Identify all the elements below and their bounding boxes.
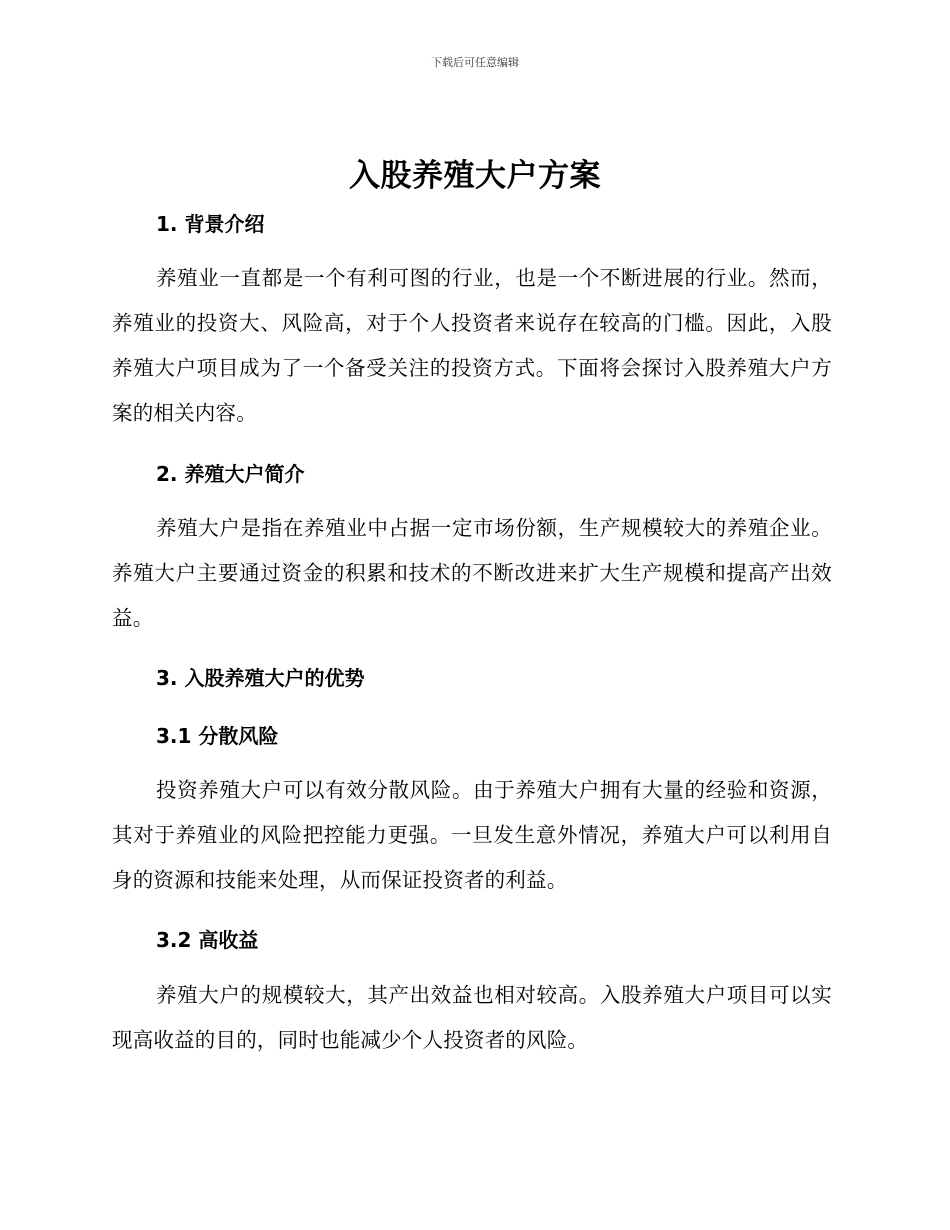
document-title: 入股养殖大户方案 bbox=[349, 158, 601, 194]
subsection-heading-high-return: 3.2 高收益 bbox=[156, 928, 259, 952]
paragraph-background: 养殖业一直都是一个有利可图的行业，也是一个不断进展的行业。然而，养殖业的投资大、风险高，对于个人投资者来说存在较高的门槛。因此，入股养殖大户项目成为了一个备受关注的投资方式。下面将会探讨入股养殖大户方案的相关内容。 bbox=[112, 266, 832, 425]
subsection-heading-diversify-risk: 3.1 分散风险 bbox=[156, 724, 279, 748]
header-note: 下载后可任意编辑 bbox=[431, 56, 519, 69]
paragraph-intro: 养殖大户是指在养殖业中占据一定市场份额，生产规模较大的养殖企业。养殖大户主要通过资金的积累和技术的不断改进来扩大生产规模和提高产出效益。 bbox=[112, 516, 832, 630]
section-heading-background: 1. 背景介绍 bbox=[156, 212, 265, 236]
paragraph-high-return: 养殖大户的规模较大，其产出效益也相对较高。入股养殖大户项目可以实现高收益的目的，同时也能减少个人投资者的风险。 bbox=[112, 983, 832, 1052]
section-heading-intro: 2. 养殖大户简介 bbox=[156, 462, 305, 486]
section-heading-advantages: 3. 入股养殖大户的优势 bbox=[156, 666, 365, 690]
paragraph-diversify-risk: 投资养殖大户可以有效分散风险。由于养殖大户拥有大量的经验和资源，其对于养殖业的风险把控能力更强。一旦发生意外情况，养殖大户可以利用自身的资源和技能来处理，从而保证投资者的利益。 bbox=[112, 778, 832, 892]
